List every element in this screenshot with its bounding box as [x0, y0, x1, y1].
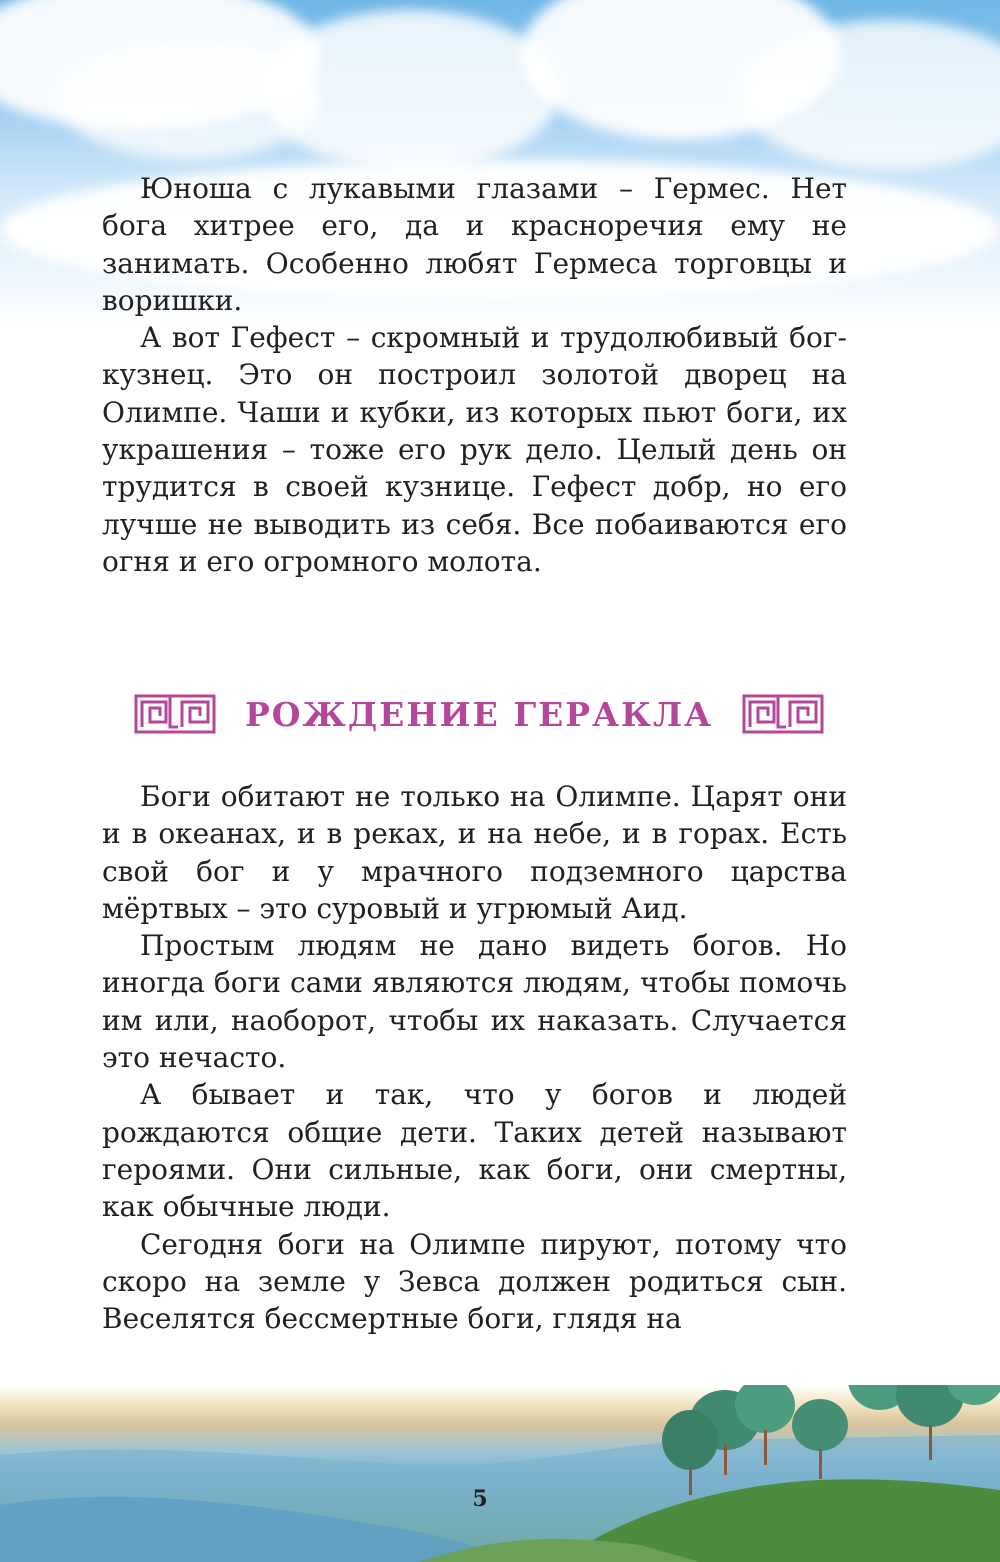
- paragraph: Сегодня боги на Олимпе пируют, потому что скоро на земле у Зевса должен родиться сын. Веселятся бессмертные боги, глядя на: [102, 1227, 847, 1336]
- section-1-text: [102, 170, 847, 580]
- cloud: [260, 10, 560, 170]
- section-2-text: [102, 778, 847, 1337]
- paragraph: А бывает и так, что у богов и людей рождаются общие дети. Таких детей называют героями. Они сильные, как боги, они смертны, как обычные люди.: [102, 1078, 847, 1224]
- paragraph: Простым людям не дано видеть богов. Но иногда боги сами являются людям, чтобы помочь им или, наоборот, чтобы их наказать. Случается это нечасто.: [102, 929, 847, 1075]
- chapter-heading: [134, 686, 824, 742]
- landscape-art: [0, 1385, 1000, 1562]
- page-number: 5: [472, 1486, 488, 1512]
- meander-ornament-left: [134, 694, 216, 734]
- meander-ornament-right: [742, 694, 824, 734]
- landscape-illustration: [0, 1385, 1000, 1562]
- paragraph: Боги обитают не только на Олимпе. Царят они и в океанах, и в реках, и на небе, и в горах. Есть свой бог и у мрачного подземного царства мёртвых – это суровый и угрюмый Аид.: [102, 780, 847, 925]
- chapter-title: РОЖДЕНИЕ ГЕРАКЛА: [244, 694, 714, 734]
- paragraph: А вот Гефест – скромный и трудолюбивый бог-кузнец. Это он построил золотой дворец на Олимпе. Чаши и кубки, из которых пьют боги, их украшения – тоже его рук дело. Целый день он трудится в своей кузнице. Гефест добр, но его лучше не выводить из себя. Все побаиваются его огня и его огромного молота.: [102, 321, 847, 578]
- paragraph: Юноша с лукавыми глазами – Гермес. Нет бога хитрее его, да и красноречия ему не занимать. Особенно любят Гермеса торговцы и воришки.: [102, 172, 847, 317]
